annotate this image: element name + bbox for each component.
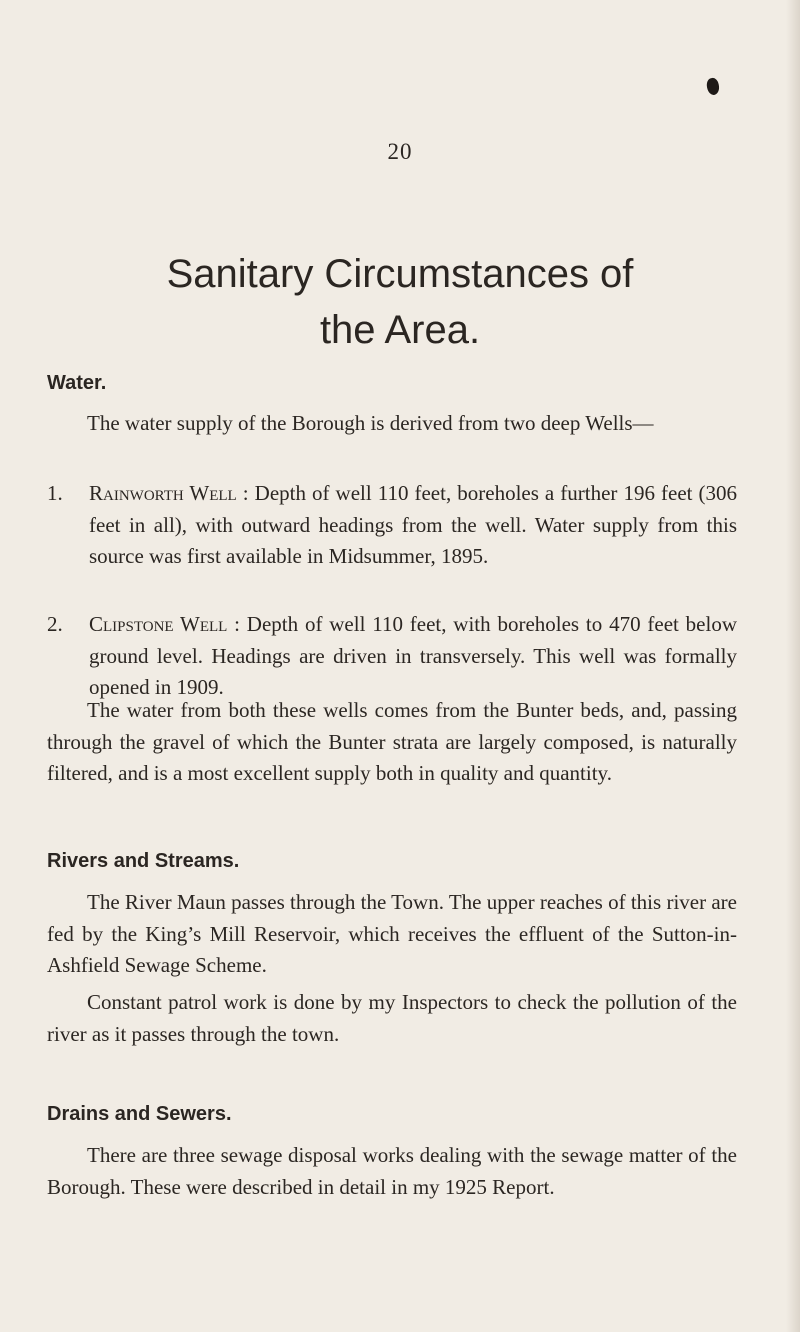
- well-name: Rainworth Well: [89, 481, 237, 505]
- rivers-paragraph-2: Constant patrol work is done by my Inspectors to check the pollution of the river as it passes through the town.: [47, 990, 737, 1046]
- section-heading-rivers: Rivers and Streams.: [47, 850, 240, 872]
- drains-paragraph-1: There are three sewage disposal works dealing with the sewage matter of the Borough. These were described in detail in my 1925 Report.: [47, 1143, 737, 1199]
- ink-spot-mark: [705, 77, 720, 96]
- water-intro-paragraph: The water supply of the Borough is derived from two deep Wells—: [87, 411, 654, 435]
- section-heading-drains: Drains and Sewers.: [47, 1103, 232, 1125]
- page-title-line-1: Sanitary Circumstances of: [166, 252, 634, 296]
- well-description: : Depth of well 110 feet, boreholes a further 196 feet (306 feet in all), with outward headings from the well. Water supply from this source was first available in Midsummer, 1895.: [89, 481, 738, 568]
- list-item-number: 1.: [47, 481, 63, 505]
- rivers-paragraph-1: The River Maun passes through the Town. The upper reaches of this river are fed by the King’s Mill Reservoir, which receives the effluent of the Sutton-in-Ashfield Sewage Scheme.: [47, 890, 737, 977]
- well-description: : Depth of well 110 feet, with boreholes to 470 feet below ground level. Headings are driven in transversely. This well was formally opened in 1909.: [89, 612, 738, 699]
- list-item-number: 2.: [47, 612, 63, 636]
- section-heading-water: Water.: [47, 372, 107, 394]
- page-number: 20: [387, 139, 413, 164]
- list-item-clipstone-well: [47, 609, 737, 704]
- list-item-rainworth-well: [47, 478, 737, 573]
- page-title: [0, 246, 800, 358]
- well-name: Clipstone Well: [89, 612, 228, 636]
- page-edge-shadow: [786, 0, 800, 1332]
- water-conclusion-paragraph: The water from both these wells comes from the Bunter beds, and, passing through the gravel of which the Bunter strata are largely composed, is naturally filtered, and is a most excellent supply both in quality and quantity.: [47, 698, 737, 785]
- page-title-line-2: the Area.: [319, 308, 481, 352]
